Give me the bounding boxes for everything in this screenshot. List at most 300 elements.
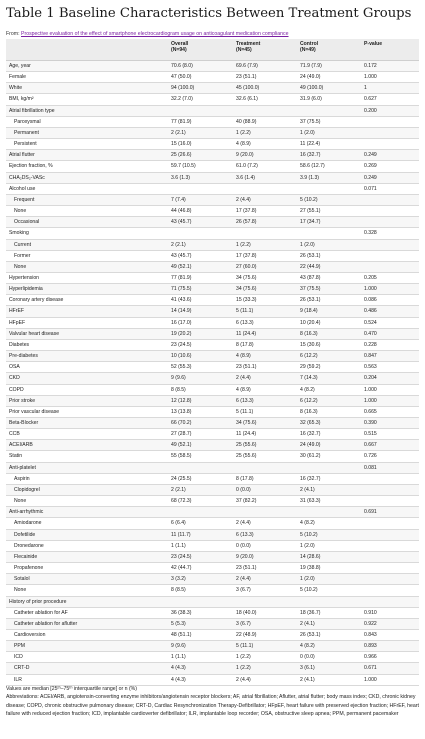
cell-treatment: [233, 596, 297, 607]
cell-overall: 6 (6.4): [168, 518, 233, 529]
cell-control: 2 (4.1): [297, 484, 361, 495]
cell-p-value: 0.726: [361, 451, 419, 462]
row-label: OSA: [6, 362, 168, 373]
cell-treatment: 27 (60.0): [233, 261, 297, 272]
row-label: None: [6, 261, 168, 272]
cell-control: 4 (8.2): [297, 384, 361, 395]
cell-treatment: 23 (51.1): [233, 362, 297, 373]
cell-control: 16 (32.7): [297, 473, 361, 484]
cell-treatment: 5 (11.1): [233, 306, 297, 317]
cell-treatment: 3.6 (1.4): [233, 172, 297, 183]
cell-control: 5 (10.2): [297, 585, 361, 596]
table-row: [6, 239, 419, 250]
cell-p-value: [361, 127, 419, 138]
cell-overall: 9 (9.6): [168, 373, 233, 384]
row-label: PPM: [6, 641, 168, 652]
table-row: [6, 652, 419, 663]
cell-treatment: 8 (17.8): [233, 473, 297, 484]
cell-overall: 8 (8.5): [168, 384, 233, 395]
cell-control: 1 (2.0): [297, 239, 361, 250]
cell-treatment: 1 (2.2): [233, 239, 297, 250]
cell-control: 2 (4.1): [297, 674, 361, 685]
cell-p-value: 0.328: [361, 228, 419, 239]
cell-control: 26 (53.1): [297, 295, 361, 306]
table-row: [6, 418, 419, 429]
cell-overall: 68 (72.3): [168, 496, 233, 507]
cell-overall: 49 (52.1): [168, 440, 233, 451]
cell-overall: 25 (26.6): [168, 150, 233, 161]
cell-control: 19 (38.8): [297, 563, 361, 574]
cell-treatment: 11 (24.4): [233, 429, 297, 440]
row-label: Pre-diabetes: [6, 351, 168, 362]
cell-treatment: [233, 183, 297, 194]
cell-p-value: [361, 529, 419, 540]
cell-control: 1 (2.0): [297, 127, 361, 138]
cell-p-value: 0.071: [361, 183, 419, 194]
cell-control: 26 (53.1): [297, 250, 361, 261]
cell-p-value: 1.000: [361, 72, 419, 83]
cell-overall: 43 (45.7): [168, 250, 233, 261]
row-label: Persistent: [6, 139, 168, 150]
cell-treatment: 3 (6.7): [233, 585, 297, 596]
row-label: Prior stroke: [6, 395, 168, 406]
cell-control: 15 (30.6): [297, 339, 361, 350]
cell-treatment: 17 (37.8): [233, 206, 297, 217]
column-header-treatment: Treatment (N=45): [233, 39, 297, 61]
row-label: Coronary artery disease: [6, 295, 168, 306]
row-label: Age, year: [6, 61, 168, 72]
table-row: [6, 206, 419, 217]
cell-treatment: 34 (75.6): [233, 284, 297, 295]
cell-treatment: 32.6 (6.1): [233, 94, 297, 105]
cell-control: 3.9 (1.3): [297, 172, 361, 183]
cell-control: 24 (49.0): [297, 440, 361, 451]
cell-control: 3 (6.1): [297, 663, 361, 674]
column-header-control: Control (N=49): [297, 39, 361, 61]
cell-p-value: 0.172: [361, 61, 419, 72]
cell-treatment: 61.0 (7.2): [233, 161, 297, 172]
row-label: COPD: [6, 384, 168, 395]
row-label: Beta-Blocker: [6, 418, 168, 429]
baseline-characteristics-table: [6, 39, 419, 686]
cell-control: 31.9 (6.0): [297, 94, 361, 105]
table-row: [6, 295, 419, 306]
cell-p-value: 0.966: [361, 652, 419, 663]
cell-overall: 48 (51.1): [168, 629, 233, 640]
cell-p-value: 0.563: [361, 362, 419, 373]
cell-p-value: [361, 518, 419, 529]
cell-control: 22 (44.9): [297, 261, 361, 272]
row-label: None: [6, 585, 168, 596]
cell-p-value: 0.627: [361, 94, 419, 105]
row-label: Diabetes: [6, 339, 168, 350]
cell-overall: 77 (81.9): [168, 116, 233, 127]
row-label: None: [6, 496, 168, 507]
cell-overall: 3 (3.2): [168, 574, 233, 585]
table-row: [6, 373, 419, 384]
cell-p-value: [361, 496, 419, 507]
cell-treatment: 4 (8.9): [233, 384, 297, 395]
cell-treatment: 1 (2.2): [233, 652, 297, 663]
cell-p-value: 0.922: [361, 618, 419, 629]
source-prefix: From:: [6, 31, 21, 37]
row-label: Dronedarone: [6, 540, 168, 551]
cell-overall: [168, 105, 233, 116]
cell-overall: 94 (100.0): [168, 83, 233, 94]
row-label: Ejection fraction, %: [6, 161, 168, 172]
cell-p-value: [361, 206, 419, 217]
cell-overall: 3.6 (1.3): [168, 172, 233, 183]
cell-treatment: 15 (33.3): [233, 295, 297, 306]
row-label: Amiodarone: [6, 518, 168, 529]
cell-p-value: 0.665: [361, 406, 419, 417]
table-row: [6, 585, 419, 596]
table-row: [6, 629, 419, 640]
cell-control: 6 (12.2): [297, 351, 361, 362]
row-label: Occasional: [6, 217, 168, 228]
cell-control: 16 (32.7): [297, 150, 361, 161]
cell-treatment: 0 (0.0): [233, 484, 297, 495]
cell-control: 18 (36.7): [297, 607, 361, 618]
table-title: Table 1 Baseline Characteristics Between Treatment Groups: [6, 6, 412, 21]
cell-p-value: [361, 194, 419, 205]
cell-overall: 32.2 (7.0): [168, 94, 233, 105]
cell-p-value: [361, 484, 419, 495]
table-row: [6, 618, 419, 629]
table-row: [6, 362, 419, 373]
row-label: Cardioversion: [6, 629, 168, 640]
cell-control: 0 (0.0): [297, 652, 361, 663]
row-label: HFpEF: [6, 317, 168, 328]
row-label: Current: [6, 239, 168, 250]
cell-overall: 13 (13.8): [168, 406, 233, 417]
cell-control: [297, 596, 361, 607]
cell-treatment: 34 (75.6): [233, 272, 297, 283]
row-label: Frequent: [6, 194, 168, 205]
cell-overall: 71 (75.5): [168, 284, 233, 295]
cell-control: 27 (55.1): [297, 206, 361, 217]
row-label: ACEI/ARB: [6, 440, 168, 451]
table-row: [6, 473, 419, 484]
cell-overall: 14 (14.9): [168, 306, 233, 317]
table-row: [6, 596, 419, 607]
cell-p-value: [361, 574, 419, 585]
cell-overall: 66 (70.2): [168, 418, 233, 429]
source-line: [6, 31, 289, 37]
cell-treatment: 37 (82.2): [233, 496, 297, 507]
row-label: ILR: [6, 674, 168, 685]
cell-p-value: 1.000: [361, 284, 419, 295]
cell-overall: 42 (44.7): [168, 563, 233, 574]
cell-overall: 10 (10.6): [168, 351, 233, 362]
cell-treatment: 6 (13.3): [233, 317, 297, 328]
cell-treatment: 9 (20.0): [233, 150, 297, 161]
cell-p-value: 0.470: [361, 328, 419, 339]
cell-treatment: 5 (11.1): [233, 406, 297, 417]
cell-treatment: 2 (4.4): [233, 518, 297, 529]
cell-p-value: 0.249: [361, 150, 419, 161]
column-header-p-value: P-value: [361, 39, 419, 61]
cell-treatment: 25 (55.6): [233, 440, 297, 451]
cell-p-value: 1.000: [361, 674, 419, 685]
cell-overall: 11 (11.7): [168, 529, 233, 540]
column-header-characteristic: [6, 39, 168, 61]
table-row: [6, 94, 419, 105]
cell-control: 14 (28.6): [297, 551, 361, 562]
cell-treatment: [233, 228, 297, 239]
table-row: [6, 183, 419, 194]
table-row: [6, 574, 419, 585]
row-label: Catheter ablation for aflutter: [6, 618, 168, 629]
cell-p-value: 0.486: [361, 306, 419, 317]
table-row: [6, 440, 419, 451]
table-footnotes: [6, 685, 419, 718]
cell-control: 1 (2.0): [297, 574, 361, 585]
row-label: Permanent: [6, 127, 168, 138]
row-label: BMI, kg/m²: [6, 94, 168, 105]
cell-control: 29 (59.2): [297, 362, 361, 373]
cell-p-value: 0.204: [361, 373, 419, 384]
table-row: [6, 507, 419, 518]
cell-control: 24 (49.0): [297, 72, 361, 83]
cell-treatment: 8 (17.8): [233, 339, 297, 350]
table-row: [6, 317, 419, 328]
row-label: Anti-platelet: [6, 462, 168, 473]
cell-overall: 70.6 (8.0): [168, 61, 233, 72]
row-label: Atrial fibrillation type: [6, 105, 168, 116]
row-label: Paroxysmal: [6, 116, 168, 127]
row-label: Valvular heart disease: [6, 328, 168, 339]
row-label: Sotalol: [6, 574, 168, 585]
table-row: [6, 328, 419, 339]
cell-treatment: 6 (13.3): [233, 529, 297, 540]
cell-treatment: 40 (88.9): [233, 116, 297, 127]
table-row: [6, 161, 419, 172]
cell-treatment: 4 (8.9): [233, 351, 297, 362]
cell-control: 8 (16.3): [297, 328, 361, 339]
cell-p-value: 1.000: [361, 395, 419, 406]
row-label: None: [6, 206, 168, 217]
table-row: [6, 540, 419, 551]
row-label: Hypertension: [6, 272, 168, 283]
cell-control: [297, 507, 361, 518]
cell-p-value: 0.228: [361, 339, 419, 350]
cell-treatment: 3 (6.7): [233, 618, 297, 629]
table-row: [6, 150, 419, 161]
abbreviations-note: Abbreviations: ACEI/ARB, angiotensin-converting enzyme inhibitors/angiotensin receptor blockers; AF, atrial fibrillation; Aflutter, atrial flutter; body mass index; CKD, chronic kidney disease; COPD, chronic obstructive pulmonary disease; CRT-D, Cardiac Resynchronization Therapy-Defibrillator; HFpEF, heart failure with preserved ejection fraction; HFrEF, heart failure with reduced ejection fraction; ICD, implantable cardioverter defibrillator; ILR, implantable loop recorder; OSA, obstructive sleep apnea; PPM, permanent pacemaker: [6, 694, 419, 717]
cell-control: 8 (16.3): [297, 406, 361, 417]
cell-p-value: 0.200: [361, 105, 419, 116]
cell-treatment: 6 (13.3): [233, 395, 297, 406]
table-row: [6, 284, 419, 295]
cell-treatment: 18 (40.0): [233, 607, 297, 618]
cell-treatment: 2 (4.4): [233, 674, 297, 685]
cell-control: 37 (75.5): [297, 284, 361, 295]
table-row: [6, 250, 419, 261]
row-label: Dofetilide: [6, 529, 168, 540]
table-row: [6, 139, 419, 150]
cell-control: 37 (75.5): [297, 116, 361, 127]
row-label: Statin: [6, 451, 168, 462]
table-row: [6, 339, 419, 350]
cell-control: 32 (65.3): [297, 418, 361, 429]
cell-p-value: [361, 585, 419, 596]
cell-overall: 52 (55.3): [168, 362, 233, 373]
cell-overall: 49 (52.1): [168, 261, 233, 272]
cell-overall: 2 (2.1): [168, 484, 233, 495]
cell-overall: 55 (58.5): [168, 451, 233, 462]
cell-p-value: [361, 139, 419, 150]
cell-treatment: 25 (55.6): [233, 451, 297, 462]
cell-overall: 9 (9.6): [168, 641, 233, 652]
cell-control: 7 (14.3): [297, 373, 361, 384]
cell-control: 4 (8.2): [297, 641, 361, 652]
row-label: Anti-arrhythmic: [6, 507, 168, 518]
cell-treatment: 22 (48.9): [233, 629, 297, 640]
cell-p-value: [361, 261, 419, 272]
cell-control: 5 (10.2): [297, 194, 361, 205]
cell-p-value: [361, 540, 419, 551]
cell-treatment: 1 (2.2): [233, 663, 297, 674]
table-row: [6, 462, 419, 473]
cell-control: 58.6 (12.7): [297, 161, 361, 172]
cell-control: 49 (100.0): [297, 83, 361, 94]
cell-p-value: 0.205: [361, 272, 419, 283]
row-label: History of prior procedure: [6, 596, 168, 607]
row-label: Flecainide: [6, 551, 168, 562]
cell-overall: 4 (4.3): [168, 663, 233, 674]
table-row: [6, 83, 419, 94]
cell-overall: 47 (50.0): [168, 72, 233, 83]
cell-p-value: 0.081: [361, 462, 419, 473]
table-row: [6, 351, 419, 362]
cell-treatment: 23 (51.1): [233, 72, 297, 83]
cell-overall: 7 (7.4): [168, 194, 233, 205]
cell-treatment: [233, 507, 297, 518]
row-label: Aspirin: [6, 473, 168, 484]
cell-overall: 15 (16.0): [168, 139, 233, 150]
table-row: [6, 61, 419, 72]
table-row: [6, 663, 419, 674]
cell-control: 6 (12.2): [297, 395, 361, 406]
cell-p-value: [361, 596, 419, 607]
cell-overall: 41 (43.6): [168, 295, 233, 306]
cell-treatment: 69.6 (7.9): [233, 61, 297, 72]
cell-control: 10 (20.4): [297, 317, 361, 328]
cell-overall: 1 (1.1): [168, 540, 233, 551]
cell-control: 4 (8.2): [297, 518, 361, 529]
cell-p-value: 0.086: [361, 295, 419, 306]
cell-treatment: 0 (0.0): [233, 540, 297, 551]
cell-control: 17 (34.7): [297, 217, 361, 228]
table-row: [6, 228, 419, 239]
row-label: CCB: [6, 429, 168, 440]
cell-p-value: 0.667: [361, 440, 419, 451]
table-body: [6, 61, 419, 686]
cell-overall: 8 (8.5): [168, 585, 233, 596]
cell-overall: 23 (24.5): [168, 551, 233, 562]
cell-overall: 16 (17.0): [168, 317, 233, 328]
cell-treatment: 2 (4.4): [233, 373, 297, 384]
table-row: [6, 272, 419, 283]
table-row: [6, 563, 419, 574]
cell-control: 43 (87.8): [297, 272, 361, 283]
cell-p-value: 0.847: [361, 351, 419, 362]
table-row: [6, 217, 419, 228]
row-label: HFrEF: [6, 306, 168, 317]
table-row: [6, 116, 419, 127]
cell-p-value: [361, 563, 419, 574]
cell-control: 31 (63.3): [297, 496, 361, 507]
cell-overall: [168, 183, 233, 194]
cell-overall: 2 (2.1): [168, 127, 233, 138]
cell-p-value: 0.691: [361, 507, 419, 518]
cell-p-value: 0.671: [361, 663, 419, 674]
cell-p-value: [361, 551, 419, 562]
cell-overall: 77 (81.9): [168, 272, 233, 283]
cell-treatment: 34 (75.6): [233, 418, 297, 429]
row-label: Hyperlipidemia: [6, 284, 168, 295]
row-label: CHA₂DS₂-VASc: [6, 172, 168, 183]
cell-treatment: 9 (20.0): [233, 551, 297, 562]
row-label: ICD: [6, 652, 168, 663]
table-row: [6, 551, 419, 562]
cell-control: 9 (18.4): [297, 306, 361, 317]
values-note: Values are median [25ᵗʰ–75ᵗʰ interquartile range] or n (%): [6, 686, 138, 692]
article-link[interactable]: Prospective evaluation of the effect of smartphone electrocardiogram usage on anticoagulant medication compliance: [21, 31, 289, 37]
row-label: CRT-D: [6, 663, 168, 674]
cell-p-value: 0.893: [361, 641, 419, 652]
cell-control: [297, 183, 361, 194]
table-row: [6, 194, 419, 205]
table-row: [6, 406, 419, 417]
row-label: Former: [6, 250, 168, 261]
table-row: [6, 607, 419, 618]
cell-overall: [168, 228, 233, 239]
table-row: [6, 261, 419, 272]
cell-control: 2 (4.1): [297, 618, 361, 629]
row-label: Clopidogrel: [6, 484, 168, 495]
cell-control: 26 (53.1): [297, 629, 361, 640]
row-label: CKD: [6, 373, 168, 384]
cell-treatment: 2 (4.4): [233, 194, 297, 205]
cell-treatment: 2 (4.4): [233, 574, 297, 585]
table-row: [6, 529, 419, 540]
cell-p-value: 0.910: [361, 607, 419, 618]
table-row: [6, 72, 419, 83]
cell-p-value: 0.390: [361, 418, 419, 429]
cell-control: 5 (10.2): [297, 529, 361, 540]
row-label: Catheter ablation for AF: [6, 607, 168, 618]
row-label: Prior vascular disease: [6, 406, 168, 417]
column-header-overall: Overall (N=94): [168, 39, 233, 61]
cell-treatment: 23 (51.1): [233, 563, 297, 574]
cell-overall: 4 (4.3): [168, 674, 233, 685]
table-row: [6, 306, 419, 317]
row-label: Propafenone: [6, 563, 168, 574]
row-label: Smoking: [6, 228, 168, 239]
cell-control: [297, 228, 361, 239]
cell-overall: 12 (12.8): [168, 395, 233, 406]
table-row: [6, 496, 419, 507]
table-row: [6, 484, 419, 495]
cell-overall: [168, 462, 233, 473]
cell-treatment: [233, 105, 297, 116]
cell-control: 71.9 (7.9): [297, 61, 361, 72]
cell-p-value: 0.249: [361, 172, 419, 183]
table-row: [6, 641, 419, 652]
cell-control: 1 (2.0): [297, 540, 361, 551]
